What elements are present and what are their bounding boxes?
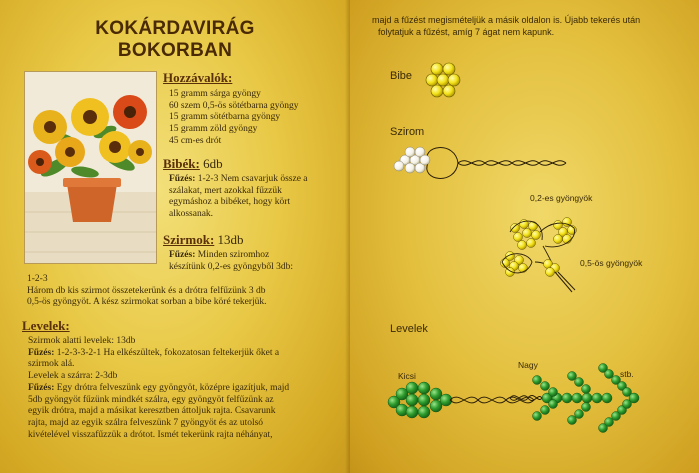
levelek-section (22, 318, 340, 441)
fuzes-label: Fűzés: (169, 174, 196, 184)
fuzes-label: Fűzés: (28, 382, 55, 393)
szirmok-line: 0,5-ös gyöngyöt. A kész szirmokat sorban a bibe köré tekerjük. (27, 297, 267, 308)
bibek-heading: Bibék: (163, 156, 200, 171)
fuzes-label: Fűzés: (169, 250, 196, 260)
label-bibe: Bibe (390, 70, 413, 82)
szirmok-line: Három db kis szirmot összetekerünk és a drótra felfűzünk 3 db (27, 285, 266, 296)
szirom-diagram (394, 147, 566, 178)
label-stb: stb. (620, 369, 634, 379)
levelek-line: kivételével visszafűzzük a drótot. Ismét tekerünk rajta néhányat, (28, 429, 273, 440)
bibek-section (163, 156, 343, 221)
label-nagy: Nagy (518, 360, 538, 370)
title-line-1: KOKÁRDAVIRÁG (95, 18, 255, 39)
label-kicsi: Kicsi (398, 371, 416, 381)
szirmok-section (163, 232, 343, 273)
szirmok-count: 13db (217, 232, 244, 247)
bibek-text (169, 174, 343, 221)
bibek-count: 6db (203, 156, 223, 171)
page-title (40, 18, 310, 62)
levelek-line: rajta, majd az egyik szálra felveszünk 7 gyöngyöt és az utolsó (28, 417, 264, 428)
ingredient-item: 15 gramm zöld gyöngy (169, 124, 258, 135)
ingredients-heading: Hozzávalók: (163, 70, 233, 85)
intro-line: majd a fűzést megismételjük a másik oldalon is. Újabb tekerés után (372, 15, 641, 25)
leaf-large-diagram (510, 364, 639, 433)
bibek-line: szálakat, mert azokkal fűzzük (169, 185, 282, 196)
levelek-line: egyik drótra, majd a másikat keresztben áttoljuk rajta. Csavarunk (28, 406, 276, 417)
szirmok-line: Minden sziromhoz (197, 250, 270, 260)
flower-photo (24, 71, 157, 264)
levelek-line: 1-2-3-3-2-1 Ha elkészültek, fokozatosan feltekerjük őket a (56, 347, 280, 358)
ingredient-item: 45 cm-es drót (169, 135, 222, 146)
levelek-line: 5db gyöngyöt fűzünk mindkét szálra, egy gyöngyöt felfűzünk az (28, 394, 274, 405)
intro-line: folytatjuk a fűzést, amíg 7 ágat nem kapunk. (378, 27, 555, 37)
label-05-beads: 0,5-ös gyöngyök (580, 258, 643, 268)
szirmok-text-narrow (169, 250, 343, 273)
fuzes-label: Fűzés: (28, 347, 55, 358)
ingredients-list (169, 89, 343, 148)
levelek-line: Szirmok alatti levelek: 13db (28, 336, 136, 346)
bibek-line: egymáshoz a bibéket, hogy kört (169, 197, 291, 208)
label-02-beads: 0,2-es gyöngyök (530, 193, 593, 203)
flower-pot-image (25, 72, 156, 263)
levelek-heading: Levelek: (22, 318, 70, 333)
levelek-text (28, 336, 340, 441)
szirmok-text-wide (27, 274, 342, 309)
bead-diagrams (350, 0, 699, 473)
petal-assembly-diagram (501, 218, 577, 293)
ingredient-item: 60 szem 0,5-ös sötétbarna gyöngy (169, 100, 299, 111)
szirmok-line: 1-2-3 (27, 274, 48, 284)
levelek-line: Levelek a szárra: 2-3db (28, 371, 118, 382)
levelek-line: szirmok alá. (28, 359, 75, 370)
ingredient-item: 15 gramm sárga gyöngy (169, 89, 261, 99)
label-levelek: Levelek (390, 323, 428, 335)
szirmok-heading: Szirmok: (163, 232, 215, 247)
title-line-2: BOKORBAN (117, 40, 233, 61)
bibek-line: 1-2-3 Nem csavarjuk össze a (197, 174, 308, 184)
szirmok-line: készítünk 0,2-es gyöngyből 3db: (169, 261, 294, 272)
label-szirom: Szirom (390, 126, 425, 138)
ingredients-section (163, 70, 343, 148)
ingredient-item: 15 gramm sötétbarna gyöngy (169, 112, 281, 123)
bibek-line: alkossanak. (169, 209, 214, 220)
levelek-line: Egy drótra felveszünk egy gyöngyöt, középre igazítjuk, majd (56, 382, 290, 393)
right-page (350, 0, 699, 473)
bibe-diagram (426, 63, 460, 97)
